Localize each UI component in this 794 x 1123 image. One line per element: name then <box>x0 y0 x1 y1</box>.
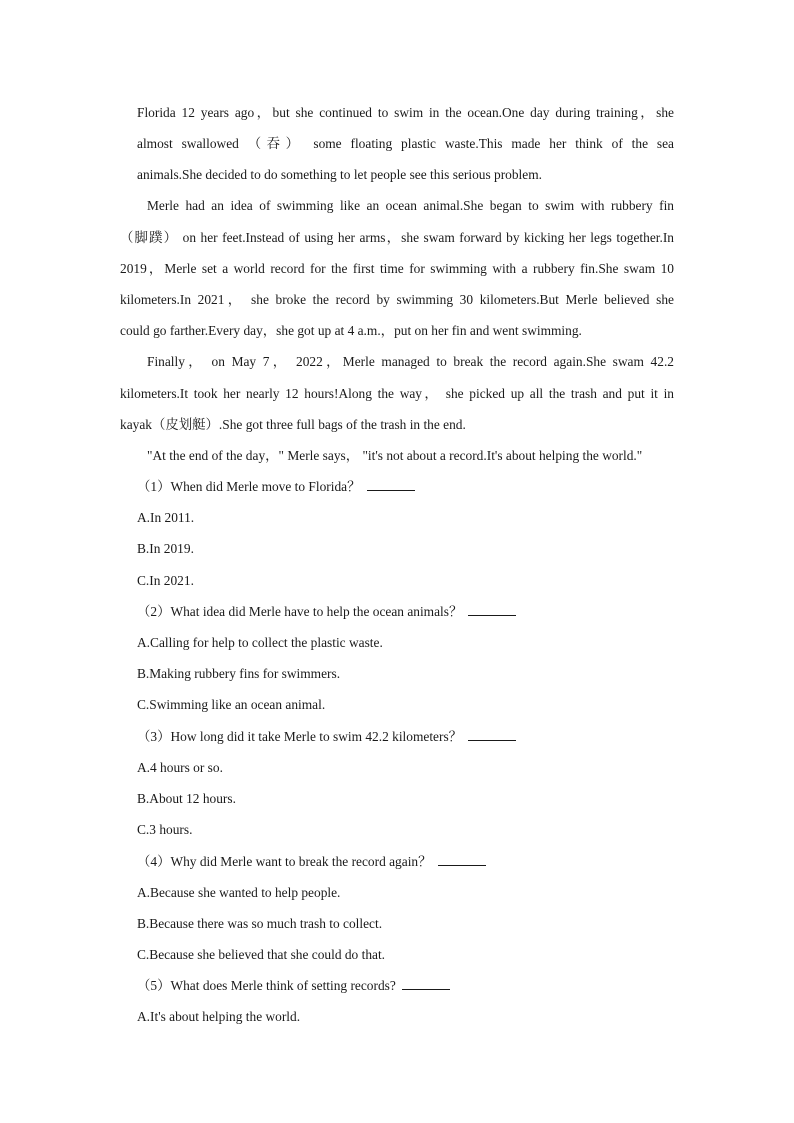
passage-line: kilometers.In 2021， she broke the record by swimming 30 kilometers.But Merle believed she <box>120 292 674 307</box>
question-option: C.In 2021. <box>137 573 194 588</box>
question-option: A.In 2011. <box>137 510 195 525</box>
question-option: A.It's about helping the world. <box>137 1009 301 1024</box>
passage-line: could go farther.Every day，she got up at 4 a.m.，put on her fin and went swimming. <box>120 323 582 338</box>
answer-blank[interactable] <box>468 728 516 741</box>
question-option: C.Swimming like an ocean animal. <box>137 697 326 712</box>
passage-line: animals.She decided to do something to let people see this serious problem. <box>137 167 542 182</box>
question-option: A.4 hours or so. <box>137 760 223 775</box>
question-option: B.Because there was so much trash to collect. <box>137 916 383 931</box>
question-stem: （4）Why did Merle want to break the record again？ <box>137 853 486 871</box>
question-option: C.3 hours. <box>137 822 193 837</box>
question-option: C.Because she believed that she could do that. <box>137 947 386 962</box>
question-option: B.Making rubbery fins for swimmers. <box>137 666 341 681</box>
question-stem: （2）What idea did Merle have to help the ocean animals？ <box>137 603 516 621</box>
passage-line: kilometers.It took her nearly 12 hours!Along the way， she picked up all the trash and put it in <box>120 386 674 401</box>
passage-quote: "At the end of the day，" Merle says， "it's not about a record.It's about helping the world." <box>147 448 643 463</box>
passage-line: 2019，Merle set a world record for the first time for swimming with a rubbery fin.She swam 10 <box>120 261 674 276</box>
answer-blank[interactable] <box>438 853 486 866</box>
question-stem: （5）What does Merle think of setting records? <box>137 977 450 995</box>
passage-line: Florida 12 years ago，but she continued to swim in the ocean.One day during training，she <box>137 105 674 120</box>
answer-blank[interactable] <box>402 977 450 990</box>
passage-line: Finally， on May 7， 2022，Merle managed to break the record again.She swam 42.2 <box>147 354 674 369</box>
question-option: A.Calling for help to collect the plastic waste. <box>137 635 383 650</box>
question-stem: （1）When did Merle move to Florida？ <box>137 478 415 496</box>
question-stem: （3）How long did it take Merle to swim 42.2 kilometers？ <box>137 728 516 746</box>
passage-line: Merle had an idea of swimming like an ocean animal.She began to swim with rubbery fin <box>147 198 674 213</box>
answer-blank[interactable] <box>468 603 516 616</box>
passage-line: almost swallowed （吞） some floating plastic waste.This made her think of the sea <box>137 136 674 151</box>
passage-line: （脚蹼） on her feet.Instead of using her arms，she swam forward by kicking her legs together.In <box>120 230 674 245</box>
question-option: B.About 12 hours. <box>137 791 236 806</box>
question-option: A.Because she wanted to help people. <box>137 885 341 900</box>
passage-line: kayak（皮划艇）.She got three full bags of the trash in the end. <box>120 417 466 432</box>
question-option: B.In 2019. <box>137 541 194 556</box>
answer-blank[interactable] <box>367 478 415 491</box>
